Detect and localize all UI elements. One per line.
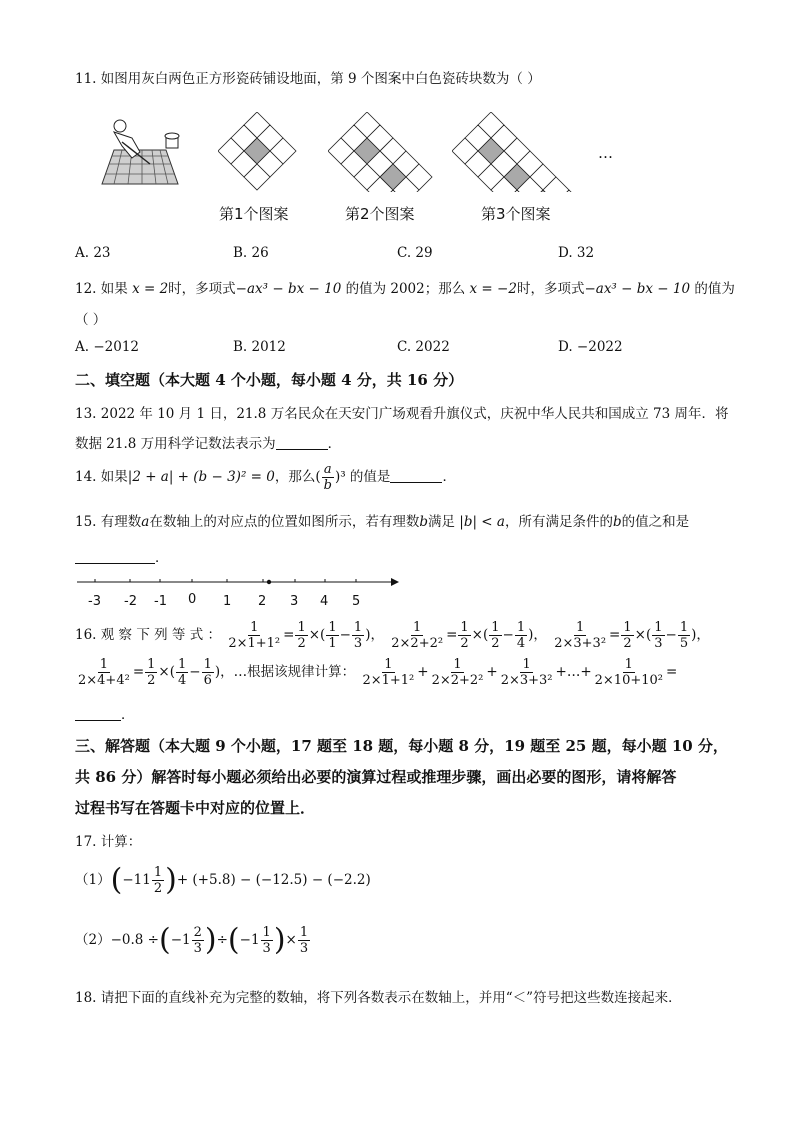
worker-illustration (92, 112, 188, 188)
axis-label-5: 5 (352, 594, 361, 609)
axis-label-0: 0 (188, 592, 197, 607)
axis-label-2: 2 (258, 594, 267, 609)
q12-option-b: B. 2012 (233, 339, 286, 355)
q14: 14. 如果|2 + a| + (b − 3)² = 0，那么( $\frac{a}{b}$ )³ 的值是 ． (75, 462, 456, 493)
answer-blank (75, 549, 155, 564)
q17-part-2: （2）−0.8 ÷(−1 $\frac{2}{3}$ )÷(−1 $\frac{1}{3}$ )× $\frac{1}{3}$ (75, 922, 309, 958)
answer-blank (390, 468, 442, 483)
ellipsis: … (598, 144, 613, 162)
section-2-heading: 二、填空题（本大题 4 个小题，每小题 4 分，共 16 分） (75, 371, 464, 389)
q16-blank: ． (75, 703, 135, 723)
caption-3: 第3个图案 (481, 205, 551, 223)
pattern-3 (452, 112, 582, 192)
q12-option-d: D. −2022 (558, 339, 623, 355)
q17-title: 17. 计算： (75, 834, 142, 850)
q12-stem: 12. 如果 x = 2时，多项式−ax³ − bx − 10 的值为 2002；那么 x = −2时，多项式−ax³ − bx − 10 的值为 (75, 281, 735, 297)
axis-label-neg2: -2 (124, 594, 137, 609)
axis-label-3: 3 (290, 594, 299, 609)
axis-label-4: 4 (320, 594, 329, 609)
q11-option-b: B. 26 (233, 245, 269, 261)
caption-2: 第2个图案 (345, 205, 415, 223)
q13-line-1: 13. 2022 年 10 月 1 日，21.8 万名民众在天安门广场观看升旗仪式，庆祝中华人民共和国成立 73 周年．将 (75, 406, 729, 422)
answer-blank (75, 706, 121, 721)
q17-part-1: （1）(−11 $\frac{1}{2}$ )+ (+5.8) − (−12.5) − (−2.2) (75, 862, 371, 898)
number-line (75, 572, 405, 592)
q18-stem: 18. 请把下面的直线补充为完整的数轴，将下列各数表示在数轴上，并用“＜”符号把这些数连接起来． (75, 990, 682, 1006)
section-3-line-2: 共 86 分）解答时每小题必须给出必要的演算过程或推理步骤，画出必要的图形，请将解答 (75, 768, 677, 786)
q12-option-c: C. 2022 (397, 339, 450, 355)
q13-line-2: 数据 21.8 万用科学记数法表示为 ． (75, 436, 342, 452)
q16-line-1: 16. 观 察 下 列 等 式 ： $\frac{1}{\text{2×1+1²}}$ = $\frac{1}{2}$ ×( $\frac{1}{1}$ − $\frac{1}{3}$ )， $\frac{1}{\text{2×2+2²}}$ = $\frac{1}{2}$ ×( $\frac{1}{2}$ − $\frac{1}{4}$ )， $\frac{1}{\text{2×3+3²}}$ = $\frac{1}{2}$ ×( $\frac{1}{3}$ − $\frac{1}{5}$ )， (75, 620, 710, 651)
axis-label-neg1: -1 (154, 594, 167, 609)
q15-line-1: 15. 有理数a在数轴上的对应点的位置如图所示，若有理数b满足 |b| < a，所有满足条件的b的值之和是 (75, 514, 690, 530)
section-3-line-3: 过程书写在答题卡中对应的位置上． (75, 799, 316, 817)
q11-option-a: A. 23 (75, 245, 111, 261)
q16-line-2: $\frac{1}{\text{2×4+4²}}$ = $\frac{1}{2}$ ×( $\frac{1}{4}$ − $\frac{1}{6}$ )，…根据该规律计算： $\frac{1}{\text{2×1+1²}}$ + $\frac{1}{\text{2×2+2²}}$ + $\frac{1}{\text{2×3+3²}}$ +…+ $\frac{1}{\text{2×10+10²}}$ = (78, 657, 678, 688)
caption-1: 第1个图案 (219, 205, 289, 223)
q11-stem: 11. 如图用灰白两色正方形瓷砖铺设地面，第 9 个图案中白色瓷砖块数为（ ） (75, 71, 541, 87)
axis-label-neg3: -3 (88, 594, 101, 609)
q11-option-c: C. 29 (397, 245, 433, 261)
pattern-2 (328, 112, 434, 192)
point-a (267, 580, 271, 584)
q12-paren: （ ） (75, 312, 107, 328)
q12-option-a: A. −2012 (75, 339, 139, 355)
answer-blank (276, 435, 328, 450)
section-3-line-1: 三、解答题（本大题 9 个小题，17 题至 18 题，每小题 8 分，19 题至 25 题，每小题 10 分， (75, 737, 728, 755)
q11-option-d: D. 32 (558, 245, 595, 261)
q15-blank: ． (75, 546, 169, 566)
pattern-1 (218, 112, 298, 192)
axis-label-1: 1 (223, 594, 232, 609)
